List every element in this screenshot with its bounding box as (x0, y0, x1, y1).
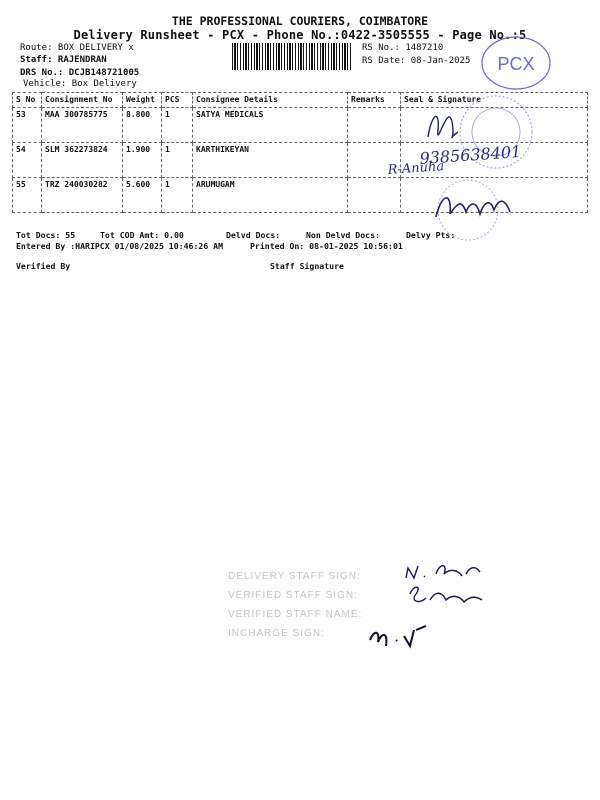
cell-weight: 5.600 (123, 178, 162, 213)
cell-pcs: 1 (162, 143, 193, 178)
col-remarks: Remarks (348, 93, 401, 108)
col-seal: Seal & Signature (401, 93, 588, 108)
stamp-delivery-staff-sign: DELIVERY STAFF SIGN: (228, 571, 361, 582)
cell-remarks (348, 108, 401, 143)
cell-weight: 8.800 (123, 108, 162, 143)
barcode (232, 43, 352, 70)
stamp-verified-staff-name: VERIFIED STAFF NAME: (228, 609, 363, 620)
delivered-docs: Delvd Docs: (226, 230, 281, 240)
signature-scribble-1 (428, 116, 458, 137)
signature-delivery-staff (406, 566, 480, 578)
stamp-signatures (400, 560, 510, 655)
stamp-incharge-sign: INCHARGE SIGN: (228, 628, 325, 639)
cell-sno: 55 (13, 178, 42, 213)
col-sno: S No (13, 93, 42, 108)
printed-on: Printed On: 08-01-2025 10:56:01 (250, 241, 403, 251)
cell-pcs: 1 (162, 178, 193, 213)
cell-pcs: 1 (162, 108, 193, 143)
cell-consignee: KARTHIKEYAN (193, 143, 348, 178)
drs-number: DRS No.: DCJB148721005 (20, 68, 140, 78)
col-consignment: Consignment No (42, 93, 123, 108)
col-consignee: Consignee Details (193, 93, 348, 108)
seal-signatures (387, 92, 588, 242)
staff-info: Staff: RAJENDRAN (20, 55, 107, 65)
col-weight: Weight (123, 93, 162, 108)
cell-consignee: ARUMUGAM (193, 178, 348, 213)
signature-verified-staff (410, 587, 482, 602)
cell-consignment: MAA 300785775 (42, 108, 123, 143)
cell-consignee: SATYA MEDICALS (193, 108, 348, 143)
handwritten-phone: 9385638401 (418, 141, 522, 168)
pcx-stamp-label: PCX (497, 54, 535, 74)
pcx-stamp (478, 35, 558, 95)
entered-by: Entered By :HARIPCX 01/08/2025 10:46:26 AM (16, 241, 224, 251)
route-info: Route: BOX DELIVERY x (20, 43, 134, 53)
cell-sno: 53 (13, 108, 42, 143)
cell-remarks (348, 178, 401, 213)
signature-scribble-2 (436, 198, 510, 217)
delivery-points: Delvy Pts: (406, 230, 456, 240)
staff-signature-label: Staff Signature (270, 261, 344, 271)
cell-sno: 54 (13, 143, 42, 178)
total-docs: Tot Docs: 55 (16, 230, 76, 240)
company-title: THE PROFESSIONAL COURIERS, COIMBATORE (171, 14, 429, 28)
cell-consignment: SLM 362273824 (42, 143, 123, 178)
vehicle-info: Vehicle: Box Delivery (23, 79, 137, 89)
total-cod-amount: Tot COD Amt: 0.00 (100, 230, 184, 240)
rs-date: RS Date: 08-Jan-2025 (362, 56, 471, 66)
col-pcs: PCS (162, 93, 193, 108)
cell-weight: 1.900 (123, 143, 162, 178)
rs-number: RS No.: 1487210 (362, 43, 444, 53)
stamp-verified-staff-sign: VERIFIED STAFF SIGN: (228, 590, 358, 601)
runsheet-title: Delivery Runsheet - PCX - Phone No.:0422-3505555 - Page No.:5 (73, 28, 527, 42)
handwritten-name: R-Anuha (387, 159, 445, 178)
cell-consignment: TRZ 240030282 (42, 178, 123, 213)
non-delivered-docs: Non Delvd Docs: (306, 230, 380, 240)
verified-by-label: Verified By (16, 261, 71, 271)
